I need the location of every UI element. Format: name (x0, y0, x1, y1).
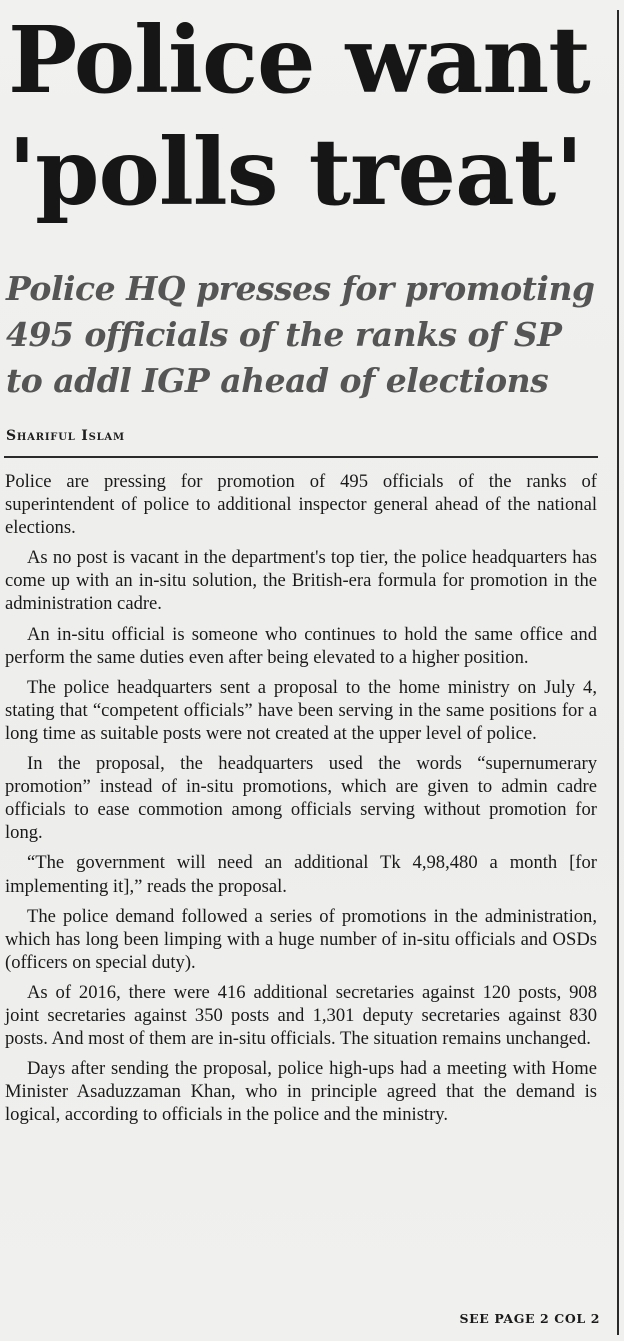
subheadline (6, 266, 610, 404)
column-divider-rule (617, 10, 619, 1335)
paragraph: The police demand followed a series of promotions in the administration, which has long been limping with a huge number of in-situ officials and OSDs (officers on special duty). (5, 905, 597, 973)
byline: Shariful Islam (6, 428, 125, 444)
paragraph: “The government will need an additional Tk 4,98,480 a month [for implementing it],” reads the proposal. (5, 852, 597, 897)
paragraph: The police headquarters sent a proposal to the home ministry on July 4, stating that “competent officials” have been serving in the same positions for a long time as suitable posts were not created at the upper level of police. (5, 676, 597, 744)
headline (8, 4, 608, 228)
subheadline-line-1: Police HQ presses for promoting (6, 269, 595, 308)
article-body (5, 470, 597, 1133)
paragraph: As no post is vacant in the department's top tier, the police headquarters has come up with an in-situ solution, the British-era formula for promotion in the administration cadre. (5, 547, 597, 615)
paragraph: An in-situ official is someone who continues to hold the same office and perform the same duties even after being elevated to a higher position. (5, 623, 597, 668)
paragraph: Days after sending the proposal, police high-ups had a meeting with Home Minister Asaduzzaman Khan, who in principle agreed that the demand is logical, according to officials in the police and the ministry. (5, 1058, 597, 1126)
byline-rule (4, 456, 598, 458)
paragraph: In the proposal, the headquarters used the words “supernumerary promotion” instead of in-situ promotions, which are given to admin cadre officials to ease commotion among officials serving without promotion for long. (5, 753, 597, 844)
continuation-note: SEE PAGE 2 COL 2 (459, 1311, 600, 1326)
headline-line-2: 'polls treat' (8, 118, 583, 226)
paragraph: Police are pressing for promotion of 495 officials of the ranks of superintendent of police to additional inspector general ahead of the national elections. (5, 471, 597, 539)
subheadline-line-3: to addl IGP ahead of elections (6, 361, 549, 400)
headline-line-1: Police want (8, 6, 590, 114)
subheadline-line-2: 495 officials of the ranks of SP (6, 315, 562, 354)
paragraph: As of 2016, there were 416 additional secretaries against 120 posts, 908 joint secretaries against 350 posts and 1,301 deputy secretaries against 830 posts. And most of them are in-situ officials. The situation remains unchanged. (5, 981, 597, 1050)
